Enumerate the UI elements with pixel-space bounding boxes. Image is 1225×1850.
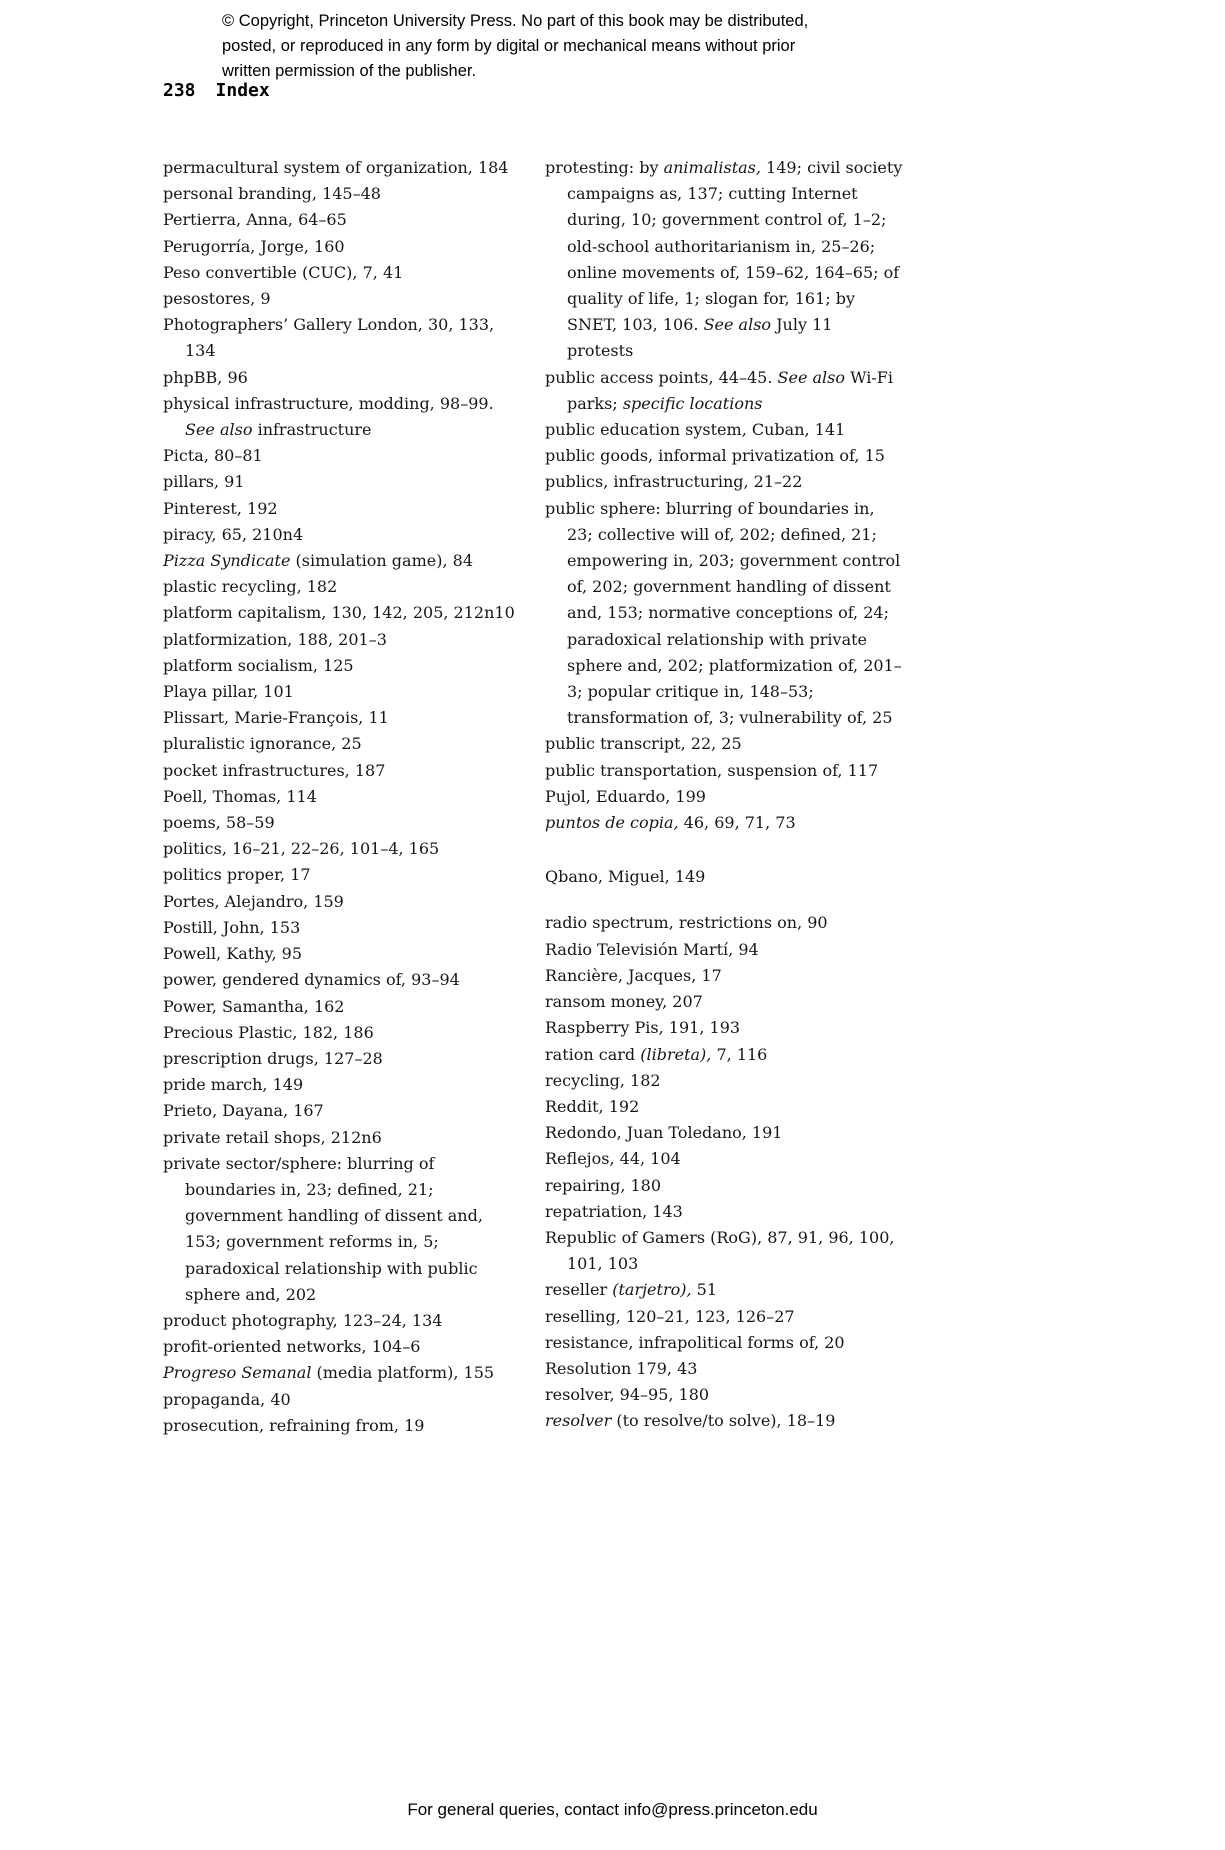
index-entry: Pujol, Eduardo, 199 (545, 786, 706, 806)
index-entry: private retail shops, 212n6 (163, 1127, 382, 1147)
index-entry: public access points, 44–45. See also Wi-Fi parks; specific locations (545, 367, 893, 413)
index-entry: private sector/sphere: blurring of boundaries in, 23; defined, 21; government handling of dissent and, 153; government reforms in, 5; paradoxical relationship with public sphere and, 202 (163, 1153, 483, 1304)
index-entry: repatriation, 143 (545, 1201, 683, 1221)
index-entry: pluralistic ignorance, 25 (163, 734, 362, 754)
index-entry: recycling, 182 (545, 1070, 661, 1090)
index-entry: Pertierra, Anna, 64–65 (163, 210, 347, 230)
page-number: 238 (163, 80, 196, 101)
index-entry: poems, 58–59 (163, 813, 275, 833)
index-entry: reseller (tarjetro), 51 (545, 1280, 718, 1300)
index-column-right (545, 155, 903, 1435)
index-entry: Perugorría, Jorge, 160 (163, 236, 345, 256)
index-entry: puntos de copia, 46, 69, 71, 73 (545, 813, 796, 833)
index-entry: Reflejos, 44, 104 (545, 1149, 681, 1169)
index-entry: Postill, John, 153 (163, 917, 301, 937)
index-entry: resolver (to resolve/to solve), 18–19 (545, 1411, 836, 1431)
index-entry: Power, Samantha, 162 (163, 996, 345, 1016)
index-entry: repairing, 180 (545, 1175, 662, 1195)
index-entry: ransom money, 207 (545, 992, 703, 1012)
footer-queries: For general queries, contact info@press.princeton.edu (407, 1800, 818, 1819)
index-entry: platform socialism, 125 (163, 655, 354, 675)
index-entry: radio spectrum, restrictions on, 90 (545, 913, 828, 933)
index-entry: prosecution, refraining from, 19 (163, 1415, 425, 1435)
index-entry: Qbano, Miguel, 149 (545, 867, 706, 887)
section-title: Index (215, 80, 270, 101)
index-entry: Redondo, Juan Toledano, 191 (545, 1123, 783, 1143)
index-entry: public sphere: blurring of boundaries in, 23; collective will of, 202; defined, 21; empowering in, 203; government control of, 202; government handling of dissent and, 153; normative conceptions of, 24; paradoxical relationship with private sphere and, 202; platformization of, 201–3; popular critique in, 148–53; transformation of, 3; vulnerability of, 25 (545, 498, 902, 728)
index-entry: Radio Televisión Martí, 94 (545, 939, 759, 959)
index-entry: public transportation, suspension of, 117 (545, 760, 879, 780)
index-entry: public transcript, 22, 25 (545, 734, 742, 754)
index-entry: Rancière, Jacques, 17 (545, 965, 722, 985)
index-column-left (163, 155, 521, 1439)
index-entry: publics, infrastructuring, 21–22 (545, 472, 803, 492)
index-entry: Pinterest, 192 (163, 498, 278, 518)
index-entry: Prieto, Dayana, 167 (163, 1101, 324, 1121)
index-entry: reselling, 120–21, 123, 126–27 (545, 1306, 795, 1326)
index-entry: piracy, 65, 210n4 (163, 524, 304, 544)
index-entry: public goods, informal privatization of, 15 (545, 446, 885, 466)
index-entry: public education system, Cuban, 141 (545, 420, 846, 440)
index-entry: prescription drugs, 127–28 (163, 1048, 383, 1068)
index-entry: Resolution 179, 43 (545, 1358, 698, 1378)
index-entry: platform capitalism, 130, 142, 205, 212n10 (163, 603, 515, 623)
index-entry: propaganda, 40 (163, 1389, 291, 1409)
index-entry: resolver, 94–95, 180 (545, 1385, 710, 1405)
index-entry: plastic recycling, 182 (163, 577, 338, 597)
index-entry: Peso convertible (CUC), 7, 41 (163, 262, 404, 282)
copyright-notice: © Copyright, Princeton University Press. No part of this book may be distributed, posted, or reproduced in any form by digital or mechanical means without prior written permission of the publisher. (222, 12, 809, 80)
index-entry: Precious Plastic, 182, 186 (163, 1022, 374, 1042)
index-entry: pillars, 91 (163, 472, 245, 492)
index-entry: protesting: by animalistas, 149; civil society campaigns as, 137; cutting Internet during, 10; government control of, 1–2; old-school authoritarianism in, 25–26; online movements of, 159–62, 164–65; of quality of life, 1; slogan for, 161; by SNET, 103, 106. See also July 11 protests (545, 158, 903, 361)
index-entry: Raspberry Pis, 191, 193 (545, 1018, 741, 1038)
index-entry: Progreso Semanal (media platform), 155 (163, 1363, 495, 1383)
index-entry: politics proper, 17 (163, 865, 311, 885)
index-entry: Portes, Alejandro, 159 (163, 891, 344, 911)
index-entry: permacultural system of organization, 184 (163, 158, 509, 177)
index-entry: Powell, Kathy, 95 (163, 944, 302, 964)
index-entry: product photography, 123–24, 134 (163, 1310, 443, 1330)
index-entry: pesostores, 9 (163, 289, 271, 309)
index-entry: Republic of Gamers (RoG), 87, 91, 96, 100, 101, 103 (545, 1227, 895, 1274)
index-entry: resistance, infrapolitical forms of, 20 (545, 1332, 845, 1352)
index-entry: ration card (libreta), 7, 116 (545, 1044, 768, 1064)
running-head (163, 80, 270, 101)
index-entry: Reddit, 192 (545, 1096, 640, 1116)
index-entry: Playa pillar, 101 (163, 682, 294, 702)
index-entry: phpBB, 96 (163, 367, 248, 387)
index-entry: power, gendered dynamics of, 93–94 (163, 970, 460, 990)
index-entry: personal branding, 145–48 (163, 184, 381, 204)
index-entry: Poell, Thomas, 114 (163, 786, 317, 806)
index-entry: pride march, 149 (163, 1075, 304, 1095)
section-gap (545, 836, 903, 864)
index-entry: pocket infrastructures, 187 (163, 760, 386, 780)
index-entry: Photographers’ Gallery London, 30, 133, 134 (163, 315, 495, 361)
index-entry: platformization, 188, 201–3 (163, 629, 387, 649)
index-entry: physical infrastructure, modding, 98–99. See also infrastructure (163, 393, 494, 440)
section-gap (545, 890, 903, 910)
index-entry: politics, 16–21, 22–26, 101–4, 165 (163, 839, 440, 859)
index-entry: Plissart, Marie-François, 11 (163, 708, 389, 728)
index-entry: profit-oriented networks, 104–6 (163, 1337, 421, 1357)
index-entry: Picta, 80–81 (163, 446, 263, 466)
index-entry: Pizza Syndicate (simulation game), 84 (163, 551, 473, 571)
